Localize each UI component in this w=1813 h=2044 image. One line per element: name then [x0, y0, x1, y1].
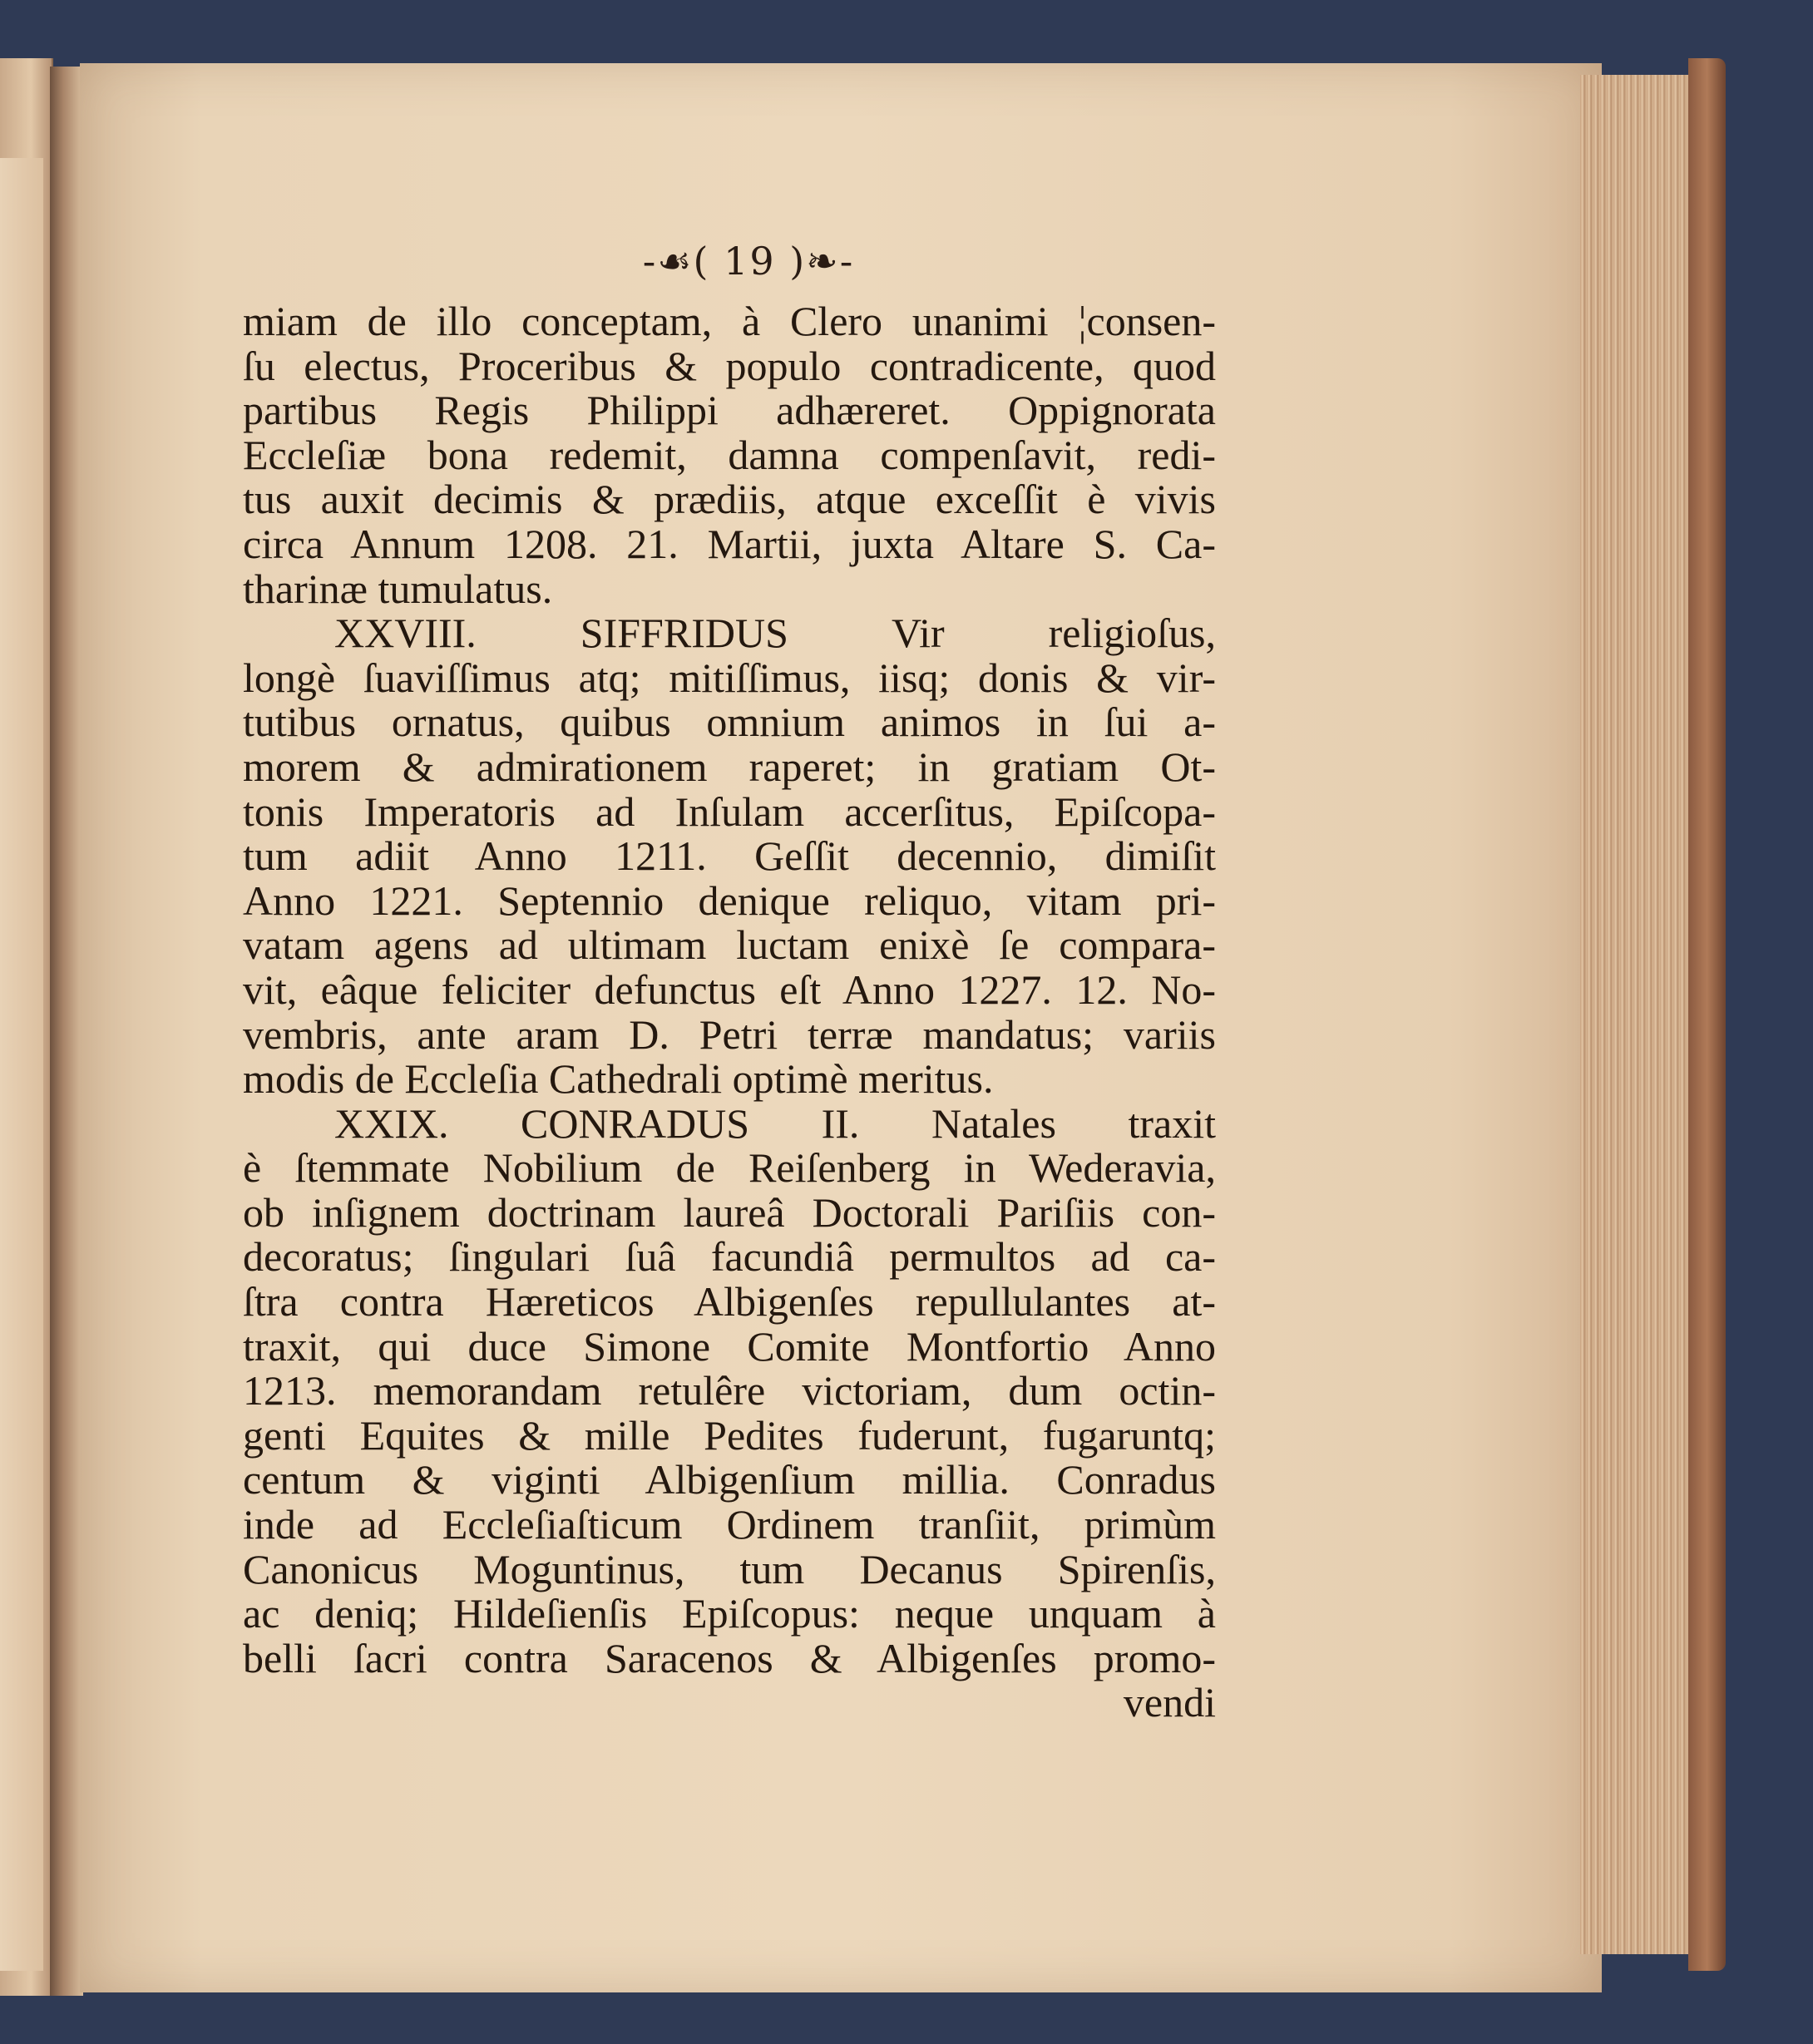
text-line: è ſtemmate Nobilium de Reiſenberg in Wederavia,: [243, 1144, 1216, 1192]
text-line: longè ſuaviſſimus atq; mitiſſimus, iisq; donis & vir-: [243, 654, 1216, 701]
text-line: ac deniq; Hildeſienſis Epiſcopus: neque unquam à: [243, 1590, 1216, 1637]
text-line: tonis Imperatoris ad Inſulam accerſitus, Epiſcopa-: [243, 787, 1216, 835]
text-line: belli ſacri contra Saracenos & Albigenſes promo-: [243, 1634, 1216, 1681]
text-line: inde ad Eccleſiaſticum Ordinem tranſiit, primùm: [243, 1501, 1216, 1548]
book-cover-edge: [1688, 58, 1726, 1971]
text-line: centum & viginti Albigenſium millia. Conradus: [243, 1456, 1216, 1503]
text-line: traxit, qui duce Simone Comite Montfortio Anno: [243, 1322, 1216, 1370]
text-line: Eccleſiæ bona redemit, damna compenſavit, redi-: [243, 431, 1216, 478]
text-line: genti Equites & mille Pedites fuderunt, fugaruntq;: [243, 1411, 1216, 1459]
book-gutter: [50, 67, 83, 1996]
text-line: Anno 1221. Septennio denique reliquo, vitam pri-: [243, 876, 1216, 924]
text-line: vatam agens ad ultimam luctam enixè ſe compara-: [243, 921, 1216, 969]
left-page-margin: [0, 158, 43, 1971]
text-line: tharinæ tumulatus.: [243, 565, 553, 612]
text-line: circa Annum 1208. 21. Martii, juxta Altare S. Ca-: [243, 520, 1216, 567]
section-heading-xxviii: XXVIII. SIFFRIDUS Vir religioſus,: [334, 610, 1216, 657]
page-number-header: -☙( 19 )❧-: [642, 239, 855, 284]
body-text: [243, 299, 1216, 1726]
page-edges: [1580, 75, 1699, 1954]
text-line: tum adiit Anno 1211. Geſſit decennio, dimiſit: [243, 832, 1216, 880]
text-line: Canonicus Moguntinus, tum Decanus Spirenſis,: [243, 1545, 1216, 1592]
text-line: modis de Eccleſia Cathedrali optimè meritus.: [243, 1055, 994, 1103]
text-line: tus auxit decimis & prædiis, atque exceſſit è vivis: [243, 476, 1216, 523]
catchword: vendi: [1123, 1679, 1216, 1726]
text-line: morem & admirationem raperet; in gratiam Ot-: [243, 743, 1216, 790]
text-line: decoratus; ſingulari ſuâ facundiâ permultos ad ca-: [243, 1233, 1216, 1281]
text-line: vembris, ante aram D. Petri terræ mandatus; variis: [243, 1010, 1216, 1058]
text-line: vit, eâque feliciter defunctus eſt Anno 1227. 12. No-: [243, 965, 1216, 1013]
text-line: ob inſignem doctrinam laureâ Doctorali Pariſiis con-: [243, 1188, 1216, 1236]
text-line: tutibus ornatus, quibus omnium animos in ſui a-: [243, 699, 1216, 746]
text-line: ſtra contra Hæreticos Albigenſes repullulantes at-: [243, 1278, 1216, 1326]
text-line: miam de illo conceptam, à Clero unanimi ¦consen-: [243, 298, 1216, 344]
text-line: ſu electus, Proceribus & populo contradicente, quod: [243, 342, 1216, 389]
left-page-edge: [0, 58, 53, 1996]
section-heading-xxix: XXIX. CONRADUS II. Natales traxit: [334, 1099, 1216, 1147]
text-line: partibus Regis Philippi adhæreret. Oppignorata: [243, 387, 1216, 434]
text-line: 1213. memorandam retulêre victoriam, dum octin-: [243, 1367, 1216, 1415]
